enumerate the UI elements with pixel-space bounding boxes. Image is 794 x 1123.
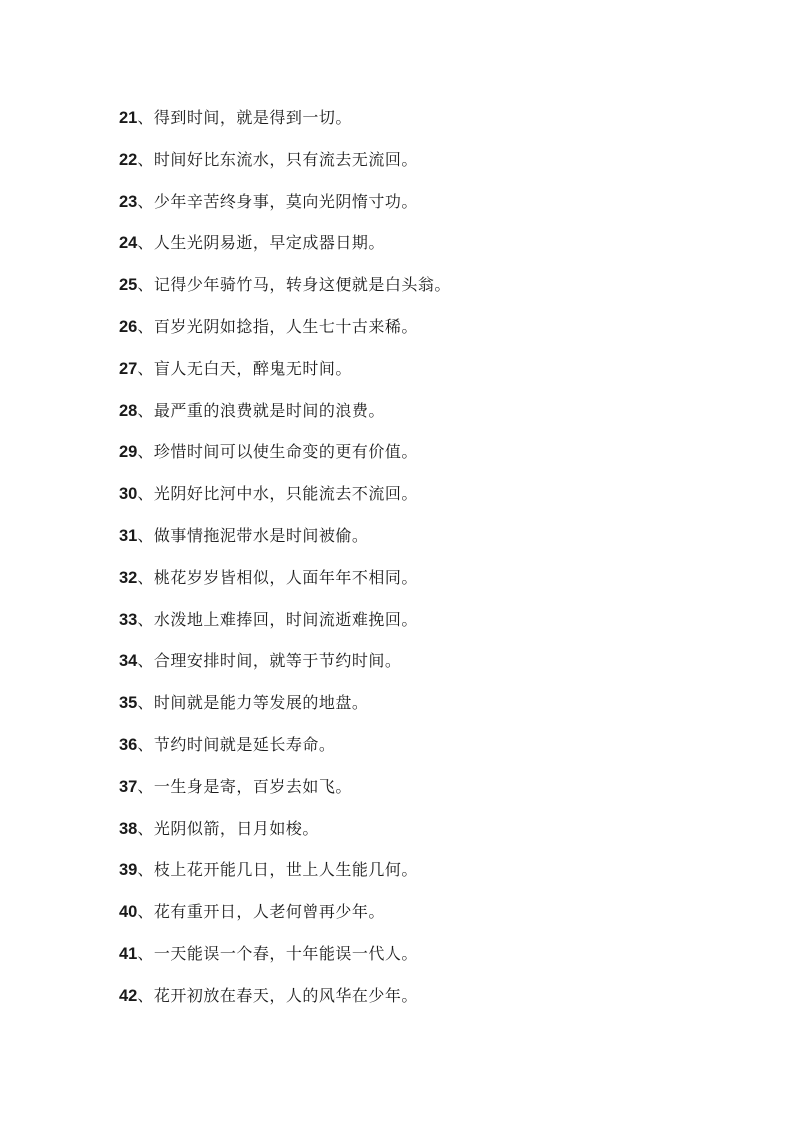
item-number: 22 <box>119 150 138 169</box>
list-item <box>119 397 451 439</box>
list-item <box>119 313 451 355</box>
list-item <box>119 104 451 146</box>
item-text: 、珍惜时间可以使生命变的更有价值。 <box>137 442 418 462</box>
item-text: 、一生身是寄，百岁去如飞。 <box>137 776 352 796</box>
list-item <box>119 438 451 480</box>
item-number: 32 <box>119 568 138 587</box>
list-item <box>119 522 451 564</box>
item-number: 35 <box>119 694 138 713</box>
item-number: 40 <box>119 903 138 922</box>
item-text: 、做事情拖泥带水是时间被偷。 <box>137 525 369 545</box>
item-text: 、合理安排时间，就等于节约时间。 <box>137 651 402 671</box>
item-text: 、百岁光阴如捻指，人生七十古来稀。 <box>137 316 418 336</box>
list-item <box>119 898 451 940</box>
item-number: 30 <box>119 485 138 504</box>
list-item <box>119 731 451 773</box>
list-item <box>119 229 451 271</box>
list-item <box>119 146 451 188</box>
list-item <box>119 188 451 230</box>
list-item <box>119 773 451 815</box>
item-number: 39 <box>119 861 138 880</box>
list-item <box>119 564 451 606</box>
item-text: 、花有重开日，人老何曾再少年。 <box>137 902 385 922</box>
list-item <box>119 647 451 689</box>
item-text: 、少年辛苦终身事，莫向光阴惰寸功。 <box>137 191 418 211</box>
item-number: 24 <box>119 234 138 253</box>
item-text: 、时间好比东流水，只有流去无流回。 <box>137 149 418 169</box>
list-item <box>119 815 451 857</box>
item-text: 、记得少年骑竹马，转身这便就是白头翁。 <box>137 275 451 295</box>
item-text: 、盲人无白天，醉鬼无时间。 <box>137 358 352 378</box>
quote-list <box>119 104 451 1024</box>
list-item <box>119 355 451 397</box>
item-text: 、光阴似箭，日月如梭。 <box>137 818 319 838</box>
item-number: 21 <box>119 109 138 127</box>
item-number: 27 <box>119 359 138 378</box>
item-number: 41 <box>119 944 138 963</box>
item-text: 、枝上花开能几日，世上人生能几何。 <box>137 860 418 880</box>
item-text: 、最严重的浪费就是时间的浪费。 <box>137 400 385 420</box>
list-item <box>119 480 451 522</box>
item-number: 25 <box>119 276 138 295</box>
item-text: 、一天能误一个春，十年能误一代人。 <box>137 943 418 963</box>
item-text: 、人生光阴易逝，早定成器日期。 <box>137 233 385 253</box>
item-number: 23 <box>119 192 138 211</box>
list-item <box>119 606 451 648</box>
list-item <box>119 271 451 313</box>
item-number: 28 <box>119 401 138 420</box>
item-text: 、花开初放在春天，人的风华在少年。 <box>137 985 418 1005</box>
item-text: 、水泼地上难捧回，时间流逝难挽回。 <box>137 609 418 629</box>
item-number: 42 <box>119 986 138 1005</box>
item-number: 38 <box>119 819 138 838</box>
item-number: 34 <box>119 652 138 671</box>
item-number: 26 <box>119 317 138 336</box>
item-number: 33 <box>119 610 138 629</box>
list-item <box>119 940 451 982</box>
list-item <box>119 982 451 1024</box>
item-number: 36 <box>119 735 138 754</box>
item-text: 、节约时间就是延长寿命。 <box>137 734 336 754</box>
item-number: 37 <box>119 777 138 796</box>
item-text: 、时间就是能力等发展的地盘。 <box>137 693 369 713</box>
list-item <box>119 689 451 731</box>
item-text: 、得到时间，就是得到一切。 <box>137 108 352 127</box>
item-text: 、桃花岁岁皆相似，人面年年不相同。 <box>137 567 418 587</box>
item-number: 29 <box>119 443 138 462</box>
item-number: 31 <box>119 526 138 545</box>
list-item <box>119 856 451 898</box>
item-text: 、光阴好比河中水，只能流去不流回。 <box>137 484 418 504</box>
